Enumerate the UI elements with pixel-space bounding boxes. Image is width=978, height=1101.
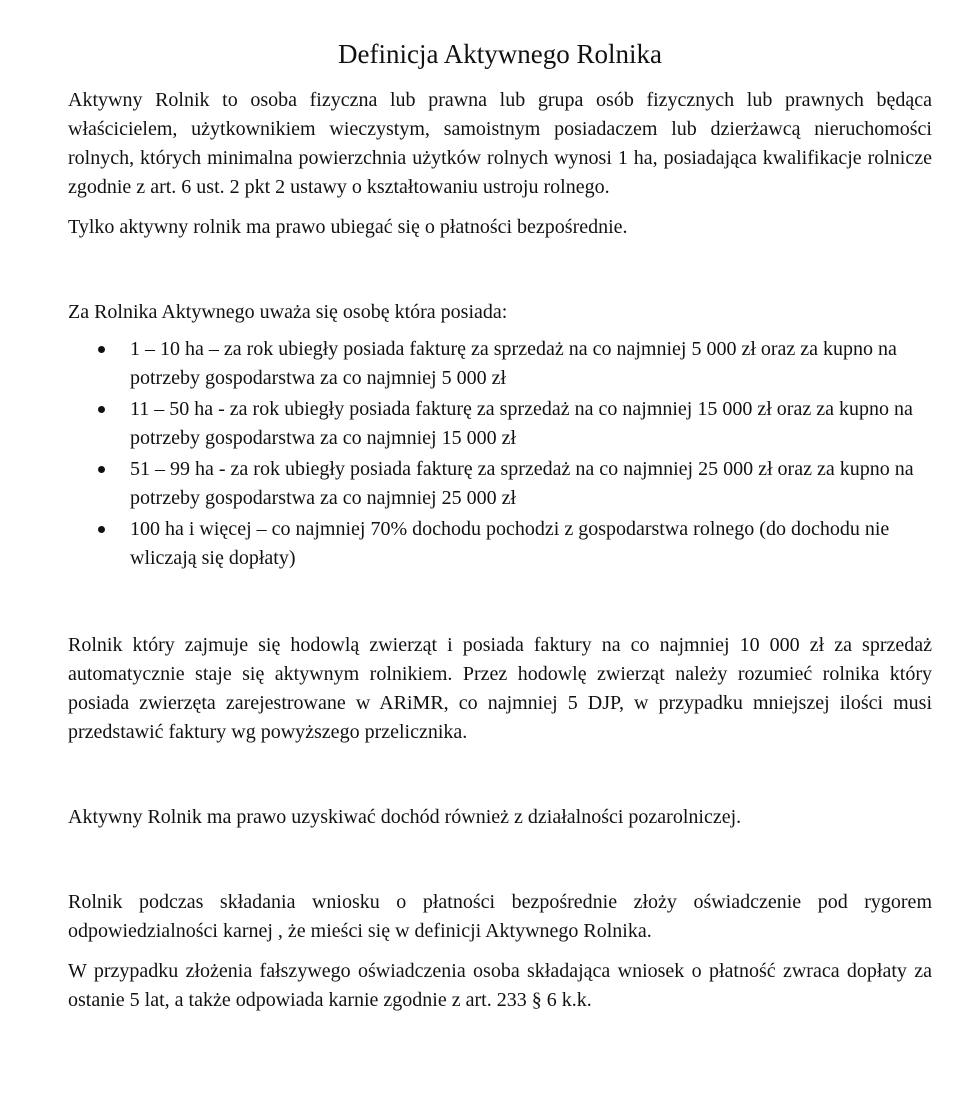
livestock-paragraph: Rolnik który zajmuje się hodowlą zwierząt i posiada faktury na co najmniej 10 000 zł za sprzedaż automatycznie staje się aktywnym rolnikiem. Przez hodowlę zwierząt należy rozumieć rolnika który posiada zwierzęta zarejestrowane w ARiMR, co najmniej 5 DJP, w przypadku mniejszej ilości musi przedstawić faktury wg powyższego przelicznika.: [68, 634, 932, 743]
criteria-text: 11 – 50 ha - za rok ubiegły posiada fakturę za sprzedaż na co najmniej 15 000 zł oraz za kupno na potrzeby gospodarstwa za co najmniej 15 000 zł: [130, 398, 913, 449]
declaration-paragraph: Rolnik podczas składania wniosku o płatności bezpośrednie złoży oświadczenie pod rygorem odpowiedzialności karnej , że mieści się w definicji Aktywnego Rolnika.: [68, 891, 932, 942]
non-agri-income-paragraph: Aktywny Rolnik ma prawo uzyskiwać dochód również z działalności pozarolniczej.: [68, 806, 742, 828]
only-active-paragraph: Tylko aktywny rolnik ma prawo ubiegać się o płatności bezpośrednie.: [68, 216, 628, 238]
criteria-list-item: [68, 515, 932, 573]
criteria-text: 100 ha i więcej – co najmniej 70% dochodu pochodzi z gospodarstwa rolnego (do dochodu nie wliczają się dopłaty): [130, 518, 890, 569]
criteria-heading: Za Rolnika Aktywnego uważa się osobę która posiada:: [68, 301, 508, 323]
criteria-list: [68, 335, 932, 573]
bullet-icon: [98, 466, 105, 473]
criteria-list-item: [68, 335, 932, 393]
criteria-list-item: [68, 395, 932, 453]
criteria-text: 1 – 10 ha – za rok ubiegły posiada fakturę za sprzedaż na co najmniej 5 000 zł oraz za kupno na potrzeby gospodarstwa za co najmniej 5 000 zł: [130, 338, 897, 389]
intro-paragraph: Aktywny Rolnik to osoba fizyczna lub prawna lub grupa osób fizycznych lub prawnych będąca właścicielem, użytkownikiem wieczystym, samoistnym posiadaczem lub dzierżawcą nieruchomości rolnych, których minimalna powierzchnia użytków rolnych wynosi 1 ha, posiadająca kwalifikacje rolnicze zgodnie z art. 6 ust. 2 pkt 2 ustawy o kształtowaniu ustroju rolnego.: [68, 89, 932, 198]
bullet-icon: [98, 526, 105, 533]
document-page: [68, 34, 932, 1015]
bullet-icon: [98, 346, 105, 353]
bullet-icon: [98, 406, 105, 413]
criteria-list-item: [68, 455, 932, 513]
criteria-text: 51 – 99 ha - za rok ubiegły posiada fakturę za sprzedaż na co najmniej 25 000 zł oraz za kupno na potrzeby gospodarstwa za co najmniej 25 000 zł: [130, 458, 914, 509]
penalty-paragraph: W przypadku złożenia fałszywego oświadczenia osoba składająca wniosek o płatność zwraca dopłaty za ostanie 5 lat, a także odpowiada karnie zgodnie z art. 233 § 6 k.k.: [68, 960, 932, 1011]
document-title: Definicja Aktywnego Rolnika: [338, 39, 662, 69]
